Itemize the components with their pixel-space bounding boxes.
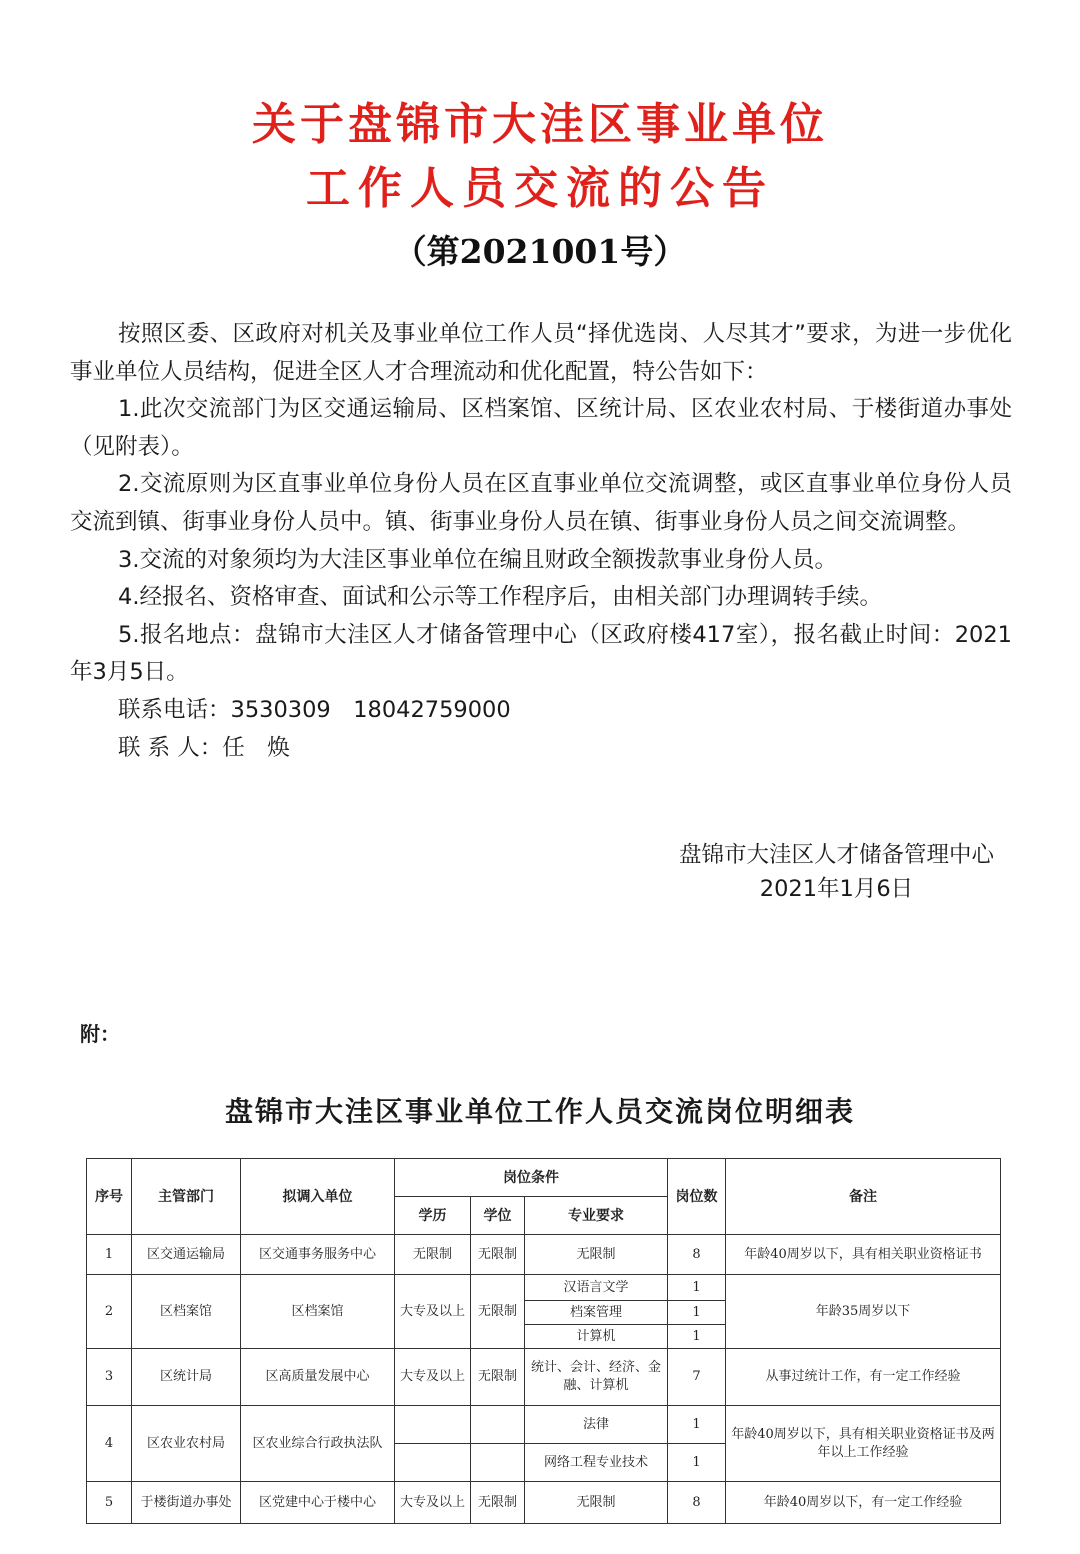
item-3-paragraph: 3.交流的对象须均为大洼区事业单位在编且财政全额拨款事业身份人员。 [118, 546, 837, 573]
cell-unit: 区档案馆 [241, 1275, 395, 1349]
cell-unit: 区农业综合行政执法队 [241, 1406, 395, 1482]
cell-no: 2 [87, 1275, 132, 1349]
header-conditions: 岗位条件 [395, 1159, 668, 1197]
cell-degree: 无限制 [471, 1482, 525, 1524]
notice-title-line-1: 关于盘锦市大洼区事业单位 [252, 99, 828, 150]
cell-unit: 区党建中心于楼中心 [241, 1482, 395, 1524]
cell-count: 8 [668, 1235, 726, 1275]
header-unit: 拟调入单位 [241, 1159, 395, 1235]
header-count: 岗位数 [668, 1159, 726, 1235]
cell-remark: 从事过统计工作，有一定工作经验 [726, 1349, 1001, 1406]
table-row [87, 1349, 1001, 1406]
cell-edu [395, 1406, 471, 1444]
cell-count: 1 [668, 1301, 726, 1325]
cell-count: 1 [668, 1406, 726, 1444]
cell-dept: 区交通运输局 [132, 1235, 241, 1275]
cell-remark: 年龄40周岁以下，具有相关职业资格证书及两年以上工作经验 [726, 1406, 1001, 1482]
cell-dept: 区统计局 [132, 1349, 241, 1406]
cell-edu: 大专及以上 [395, 1482, 471, 1524]
cell-major: 法律 [525, 1406, 668, 1444]
cell-no: 1 [87, 1235, 132, 1275]
cell-degree: 无限制 [471, 1349, 525, 1406]
cell-major: 汉语言文学 [525, 1275, 668, 1301]
cell-degree: 无限制 [471, 1275, 525, 1349]
cell-dept: 区档案馆 [132, 1275, 241, 1349]
cell-degree [471, 1406, 525, 1444]
attachment-label: 附： [80, 1022, 120, 1046]
header-degree: 学位 [471, 1197, 525, 1235]
cell-count: 1 [668, 1444, 726, 1482]
table-row [87, 1482, 1001, 1524]
cell-dept: 区农业农村局 [132, 1406, 241, 1482]
table-row [87, 1235, 1001, 1275]
cell-degree: 无限制 [471, 1235, 525, 1275]
cell-remark: 年龄40周岁以下，有一定工作经验 [726, 1482, 1001, 1524]
position-table [86, 1158, 1001, 1524]
cell-count: 1 [668, 1325, 726, 1349]
cell-major: 无限制 [525, 1235, 668, 1275]
cell-unit: 区高质量发展中心 [241, 1349, 395, 1406]
cell-count: 8 [668, 1482, 726, 1524]
cell-major: 统计、会计、经济、金融、计算机 [525, 1349, 668, 1406]
cell-edu: 无限制 [395, 1235, 471, 1275]
signature-date: 2021年1月6日 [759, 876, 914, 902]
table-row [87, 1406, 1001, 1444]
cell-unit: 区交通事务服务中心 [241, 1235, 395, 1275]
header-major: 专业要求 [525, 1197, 668, 1235]
signature-block [679, 838, 994, 906]
cell-edu-blank [395, 1444, 471, 1482]
intro-paragraph: 按照区委、区政府对机关及事业单位工作人员“择优选岗、人尽其才”要求，为进一步优化事业单位人员结构，促进全区人才合理流动和优化配置，特公告如下： [70, 321, 1012, 385]
cell-no: 5 [87, 1482, 132, 1524]
item-5-paragraph: 5.报名地点：盘锦市大洼区人才储备管理中心（区政府楼417室），报名截止时间：2021年3月5日。 [70, 621, 1012, 686]
header-edu: 学历 [395, 1197, 471, 1235]
table-row [87, 1275, 1001, 1301]
notice-title-line-2: 工作人员交流的公告 [306, 163, 774, 214]
item-4-paragraph: 4.经报名、资格审查、面试和公示等工作程序后，由相关部门办理调转手续。 [118, 584, 882, 611]
cell-no: 3 [87, 1349, 132, 1406]
cell-remark: 年龄40周岁以下，具有相关职业资格证书 [726, 1235, 1001, 1275]
cell-major: 无限制 [525, 1482, 668, 1524]
cell-edu: 大专及以上 [395, 1349, 471, 1406]
contact-phone: 联系电话：3530309 18042759000 [118, 696, 511, 723]
notice-body [70, 316, 1012, 767]
signature-org: 盘锦市大洼区人才储备管理中心 [678, 842, 994, 868]
contact-person: 联 系 人：任 焕 [118, 734, 290, 761]
cell-major: 档案管理 [525, 1301, 668, 1325]
cell-dept: 于楼街道办事处 [132, 1482, 241, 1524]
document-number: （第2021001号） [393, 232, 687, 271]
table-title: 盘锦市大洼区事业单位工作人员交流岗位明细表 [224, 1095, 855, 1128]
cell-count: 1 [668, 1275, 726, 1301]
header-remark: 备注 [726, 1159, 1001, 1235]
cell-count: 7 [668, 1349, 726, 1406]
cell-no: 4 [87, 1406, 132, 1482]
cell-remark: 年龄35周岁以下 [726, 1275, 1001, 1349]
cell-edu: 大专及以上 [395, 1275, 471, 1349]
header-no: 序号 [87, 1159, 132, 1235]
cell-degree-blank [471, 1444, 525, 1482]
cell-major: 计算机 [525, 1325, 668, 1349]
cell-major: 网络工程专业技术 [525, 1444, 668, 1482]
item-2-paragraph: 2.交流原则为区直事业单位身份人员在区直事业单位交流调整，或区直事业单位身份人员交流到镇、街事业身份人员中。镇、街事业身份人员在镇、街事业身份人员之间交流调整。 [70, 471, 1012, 535]
item-1-paragraph: 1.此次交流部门为区交通运输局、区档案馆、区统计局、区农业农村局、于楼街道办事处（见附表）。 [70, 396, 1012, 460]
header-dept: 主管部门 [132, 1159, 241, 1235]
